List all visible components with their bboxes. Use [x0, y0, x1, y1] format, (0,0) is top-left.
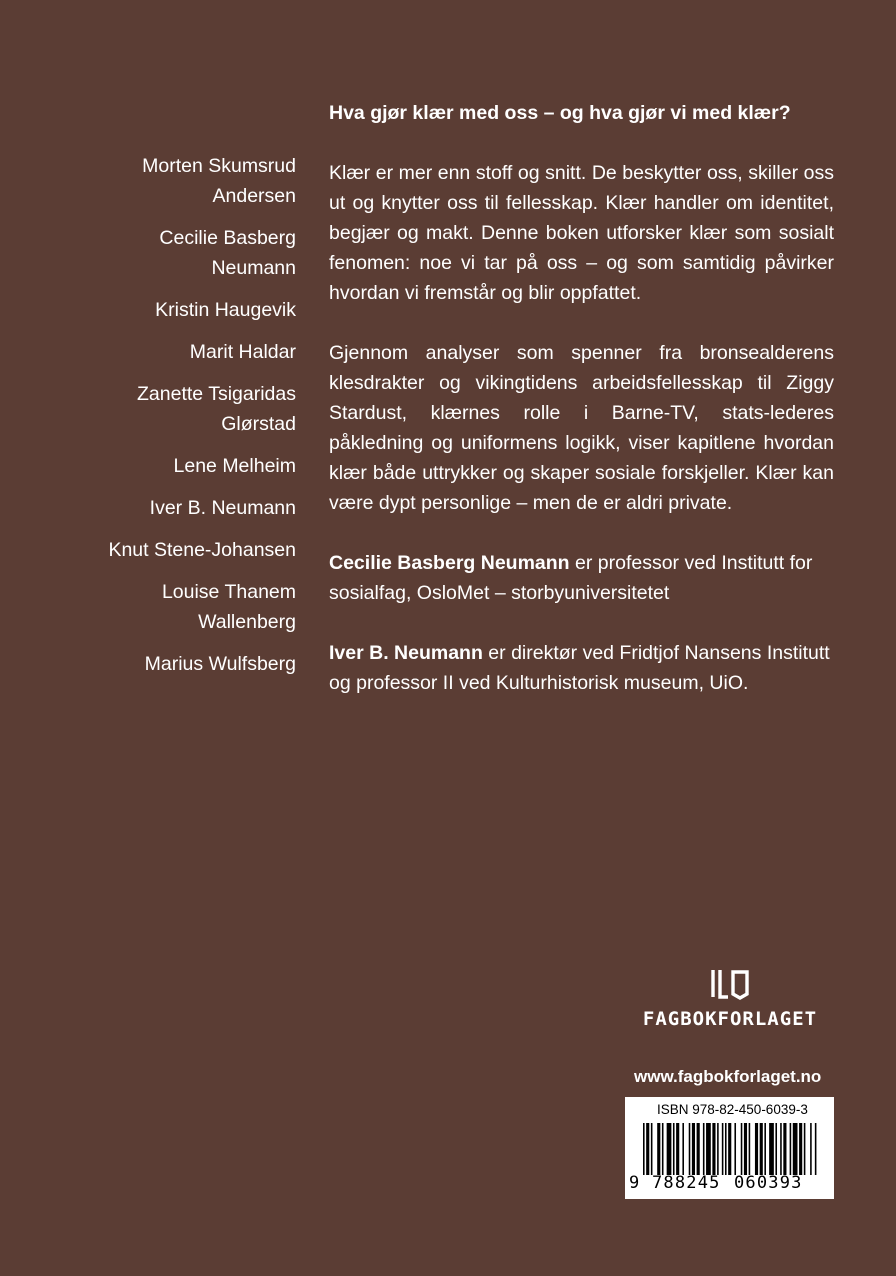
author-name	[60, 577, 296, 637]
author-list	[60, 151, 296, 691]
editor-bio-2	[329, 638, 834, 698]
author-name-line: Zanette Tsigaridas	[137, 383, 296, 405]
author-name-line: Iver B. Neumann	[149, 497, 296, 519]
author-name	[60, 649, 296, 679]
barcode-digits-right: 060393	[734, 1173, 803, 1193]
author-name	[60, 295, 296, 325]
author-name-line: Marit Haldar	[189, 341, 296, 363]
editor-name-2: Iver B. Neumann	[329, 642, 483, 664]
author-name-line: Wallenberg	[198, 611, 296, 633]
author-name-line: Glørstad	[221, 413, 296, 435]
author-name	[60, 151, 296, 211]
editor-description-1: er professor ved Institutt for sosialfag, OsloMet – storbyuniversitetet	[329, 552, 813, 604]
author-name	[60, 493, 296, 523]
author-name	[60, 379, 296, 439]
author-name	[60, 535, 296, 565]
author-name-line: Knut Stene-Johansen	[108, 539, 296, 561]
author-name-line: Lene Melheim	[173, 455, 296, 477]
author-name-line: Marius Wulfsberg	[144, 653, 296, 675]
isbn-number: ISBN 978-82-450-6039-3	[657, 1102, 808, 1117]
editor-bio-1	[329, 548, 834, 608]
barcode-bars	[643, 1123, 818, 1175]
publisher-logo	[633, 968, 827, 1030]
author-name-line: Neumann	[211, 257, 296, 279]
author-name	[60, 451, 296, 481]
author-name	[60, 337, 296, 367]
description-paragraph-2: Gjennom analyser som spenner fra bronsealderens klesdrakter og vikingtidens arbeidsfellesskap til Ziggy Stardust, klærnes rolle i Barne-TV, stats-lederes påkledning og uniformens logikk, viser kapitlene hvordan klær både uttrykker og skaper sosiale forskjeller. Klær kan være dypt personlige – men de er aldri private.	[329, 342, 834, 514]
editor-name-1: Cecilie Basberg Neumann	[329, 552, 570, 574]
barcode-digits-left: 788245	[652, 1173, 721, 1193]
publisher-website: www.fagbokforlaget.no	[634, 1067, 822, 1086]
back-cover-text	[329, 98, 834, 728]
headline: Hva gjør klær med oss – og hva gjør vi med klær?	[329, 102, 791, 124]
publisher-name: FAGBOKFORLAGET	[642, 1008, 818, 1030]
author-name-line: Andersen	[212, 185, 296, 207]
book-logo-icon	[709, 968, 751, 1000]
description-paragraph-1: Klær er mer enn stoff og snitt. De beskytter oss, skiller oss ut og knytter oss til fellesskap. Klær handler om identitet, begjær og makt. Denne boken utforsker klær som sosialt fenomen: noe vi tar på oss – og som samtidig påvirker hvordan vi fremstår og blir oppfattet.	[329, 162, 834, 304]
author-name-line: Louise Thanem	[161, 581, 296, 603]
barcode-first-digit: 9	[629, 1173, 640, 1193]
editor-description-2: er direktør ved Fridtjof Nansens Institutt og professor II ved Kulturhistorisk museum, UiO.	[329, 642, 830, 694]
author-name	[60, 223, 296, 283]
author-name-line: Kristin Haugevik	[155, 299, 296, 321]
isbn-barcode	[625, 1097, 834, 1199]
author-name-line: Morten Skumsrud	[142, 155, 296, 177]
author-name-line: Cecilie Basberg	[159, 227, 296, 249]
